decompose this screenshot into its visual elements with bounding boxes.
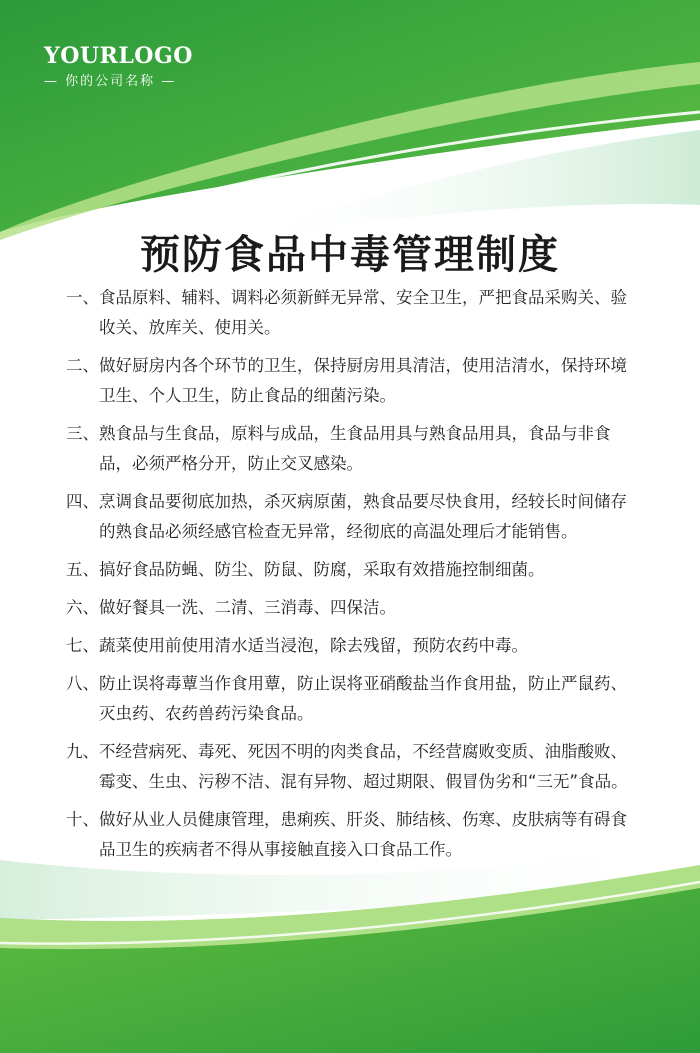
rule-number: 三、: [66, 424, 99, 443]
rule-text: 做好厨房内各个环节的卫生，保持厨房用具清洁，使用洁清水，保持环境卫生、个人卫生，防止食品的细菌污染。: [99, 356, 627, 405]
rule-text: 烹调食品要彻底加热，杀灭病原菌，熟食品要尽快食用，经较长时间储存的熟食品必须经感官检查无异常，经彻底的高温处理后才能销售。: [99, 492, 627, 541]
rule-item: [66, 487, 638, 547]
rule-item: [66, 555, 638, 585]
rule-item: [66, 283, 638, 343]
rule-item: [66, 419, 638, 479]
rule-number: 七、: [66, 636, 99, 655]
rules-list: [66, 283, 638, 873]
company-name: — 你的公司名称 —: [44, 74, 177, 89]
rule-item: [66, 669, 638, 729]
rule-item: [66, 805, 638, 865]
rule-text: 食品原料、辅料、调料必须新鲜无异常、安全卫生，严把食品采购关、验收关、放库关、使用关。: [99, 288, 627, 337]
company-logo: [44, 42, 224, 92]
rule-text: 不经营病死、毒死、死因不明的肉类食品，不经营腐败变质、油脂酸败、霉变、生虫、污秽不洁、混有异物、超过期限、假冒伪劣和“三无”食品。: [99, 742, 628, 791]
rule-item: [66, 593, 638, 623]
rule-item: [66, 737, 638, 797]
rule-number: 一、: [66, 288, 99, 307]
rule-number: 八、: [66, 674, 99, 693]
rule-text: 熟食品与生食品，原料与成品，生食品用具与熟食品用具，食品与非食品，必须严格分开，防止交叉感染。: [99, 424, 611, 473]
rule-number: 四、: [66, 492, 99, 511]
rule-number: 九、: [66, 742, 99, 761]
rule-number: 十、: [66, 810, 99, 829]
logo-text: YOURLOGO: [44, 43, 193, 69]
rule-number: 六、: [66, 598, 99, 617]
rule-text: 蔬菜使用前使用清水适当浸泡，除去残留，预防农药中毒。: [99, 636, 528, 655]
rule-number: 五、: [66, 560, 99, 579]
page-title: 预防食品中毒管理制度: [140, 230, 560, 278]
rule-number: 二、: [66, 356, 99, 375]
rule-item: [66, 631, 638, 661]
rule-text: 防止误将毒蕈当作食用蕈，防止误将亚硝酸盐当作食用盐，防止严鼠药、灭虫药、农药兽药污染食品。: [99, 674, 627, 723]
rule-text: 做好从业人员健康管理，患痢疾、肝炎、肺结核、伤寒、皮肤病等有碍食品卫生的疾病者不得从事接触直接入口食品工作。: [99, 810, 627, 859]
rule-text: 搞好食品防蝇、防尘、防鼠、防腐，采取有效措施控制细菌。: [99, 560, 545, 579]
rule-item: [66, 351, 638, 411]
rule-text: 做好餐具一洗、二清、三消毒、四保洁。: [99, 598, 396, 617]
